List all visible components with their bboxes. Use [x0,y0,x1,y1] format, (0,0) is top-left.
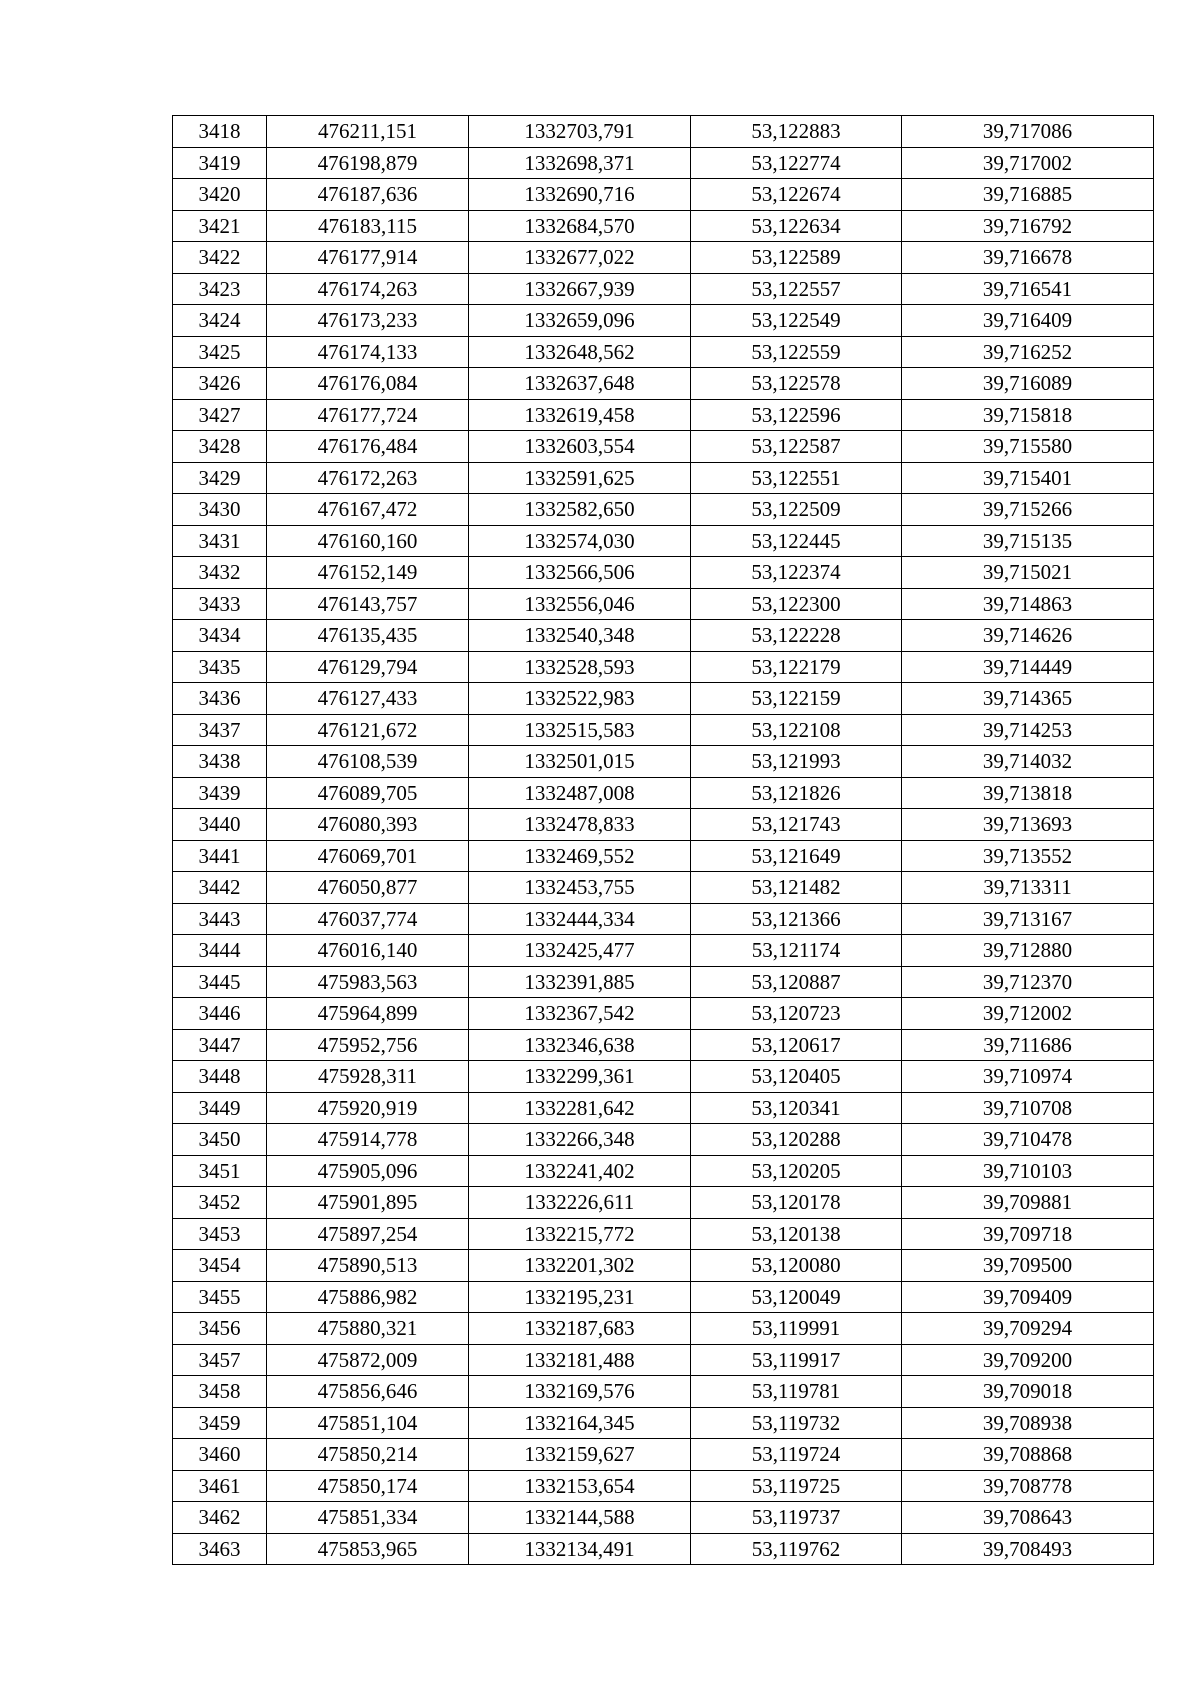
latitude-cell: 53,122559 [691,336,902,368]
latitude-cell: 53,119781 [691,1376,902,1408]
latitude-cell: 53,122774 [691,147,902,179]
latitude-cell: 53,120723 [691,998,902,1030]
point-number-cell: 3438 [173,746,267,778]
y-coordinate-cell: 1332591,625 [469,462,691,494]
latitude-cell: 53,122374 [691,557,902,589]
table-row [173,525,1154,557]
x-coordinate-cell: 476129,794 [267,651,469,683]
latitude-cell: 53,122551 [691,462,902,494]
latitude-cell: 53,122587 [691,431,902,463]
point-number-cell: 3427 [173,399,267,431]
longitude-cell: 39,712370 [902,966,1154,998]
table-row [173,651,1154,683]
table-row [173,1344,1154,1376]
longitude-cell: 39,715401 [902,462,1154,494]
latitude-cell: 53,122159 [691,683,902,715]
x-coordinate-cell: 476037,774 [267,903,469,935]
y-coordinate-cell: 1332648,562 [469,336,691,368]
longitude-cell: 39,714863 [902,588,1154,620]
y-coordinate-cell: 1332187,683 [469,1313,691,1345]
table-row [173,1407,1154,1439]
longitude-cell: 39,709294 [902,1313,1154,1345]
y-coordinate-cell: 1332667,939 [469,273,691,305]
point-number-cell: 3461 [173,1470,267,1502]
latitude-cell: 53,122509 [691,494,902,526]
point-number-cell: 3436 [173,683,267,715]
point-number-cell: 3428 [173,431,267,463]
longitude-cell: 39,712002 [902,998,1154,1030]
table-row [173,1439,1154,1471]
y-coordinate-cell: 1332444,334 [469,903,691,935]
longitude-cell: 39,715580 [902,431,1154,463]
x-coordinate-cell: 475850,214 [267,1439,469,1471]
table-row [173,462,1154,494]
latitude-cell: 53,119724 [691,1439,902,1471]
y-coordinate-cell: 1332181,488 [469,1344,691,1376]
table-row [173,746,1154,778]
x-coordinate-cell: 475964,899 [267,998,469,1030]
y-coordinate-cell: 1332169,576 [469,1376,691,1408]
point-number-cell: 3445 [173,966,267,998]
longitude-cell: 39,711686 [902,1029,1154,1061]
table-row [173,1281,1154,1313]
y-coordinate-cell: 1332659,096 [469,305,691,337]
y-coordinate-cell: 1332637,648 [469,368,691,400]
y-coordinate-cell: 1332677,022 [469,242,691,274]
x-coordinate-cell: 475920,919 [267,1092,469,1124]
longitude-cell: 39,713552 [902,840,1154,872]
x-coordinate-cell: 476177,914 [267,242,469,274]
point-number-cell: 3431 [173,525,267,557]
x-coordinate-cell: 476080,393 [267,809,469,841]
latitude-cell: 53,120617 [691,1029,902,1061]
y-coordinate-cell: 1332690,716 [469,179,691,211]
y-coordinate-cell: 1332582,650 [469,494,691,526]
point-number-cell: 3454 [173,1250,267,1282]
point-number-cell: 3429 [173,462,267,494]
table-row [173,1376,1154,1408]
y-coordinate-cell: 1332574,030 [469,525,691,557]
point-number-cell: 3457 [173,1344,267,1376]
longitude-cell: 39,710708 [902,1092,1154,1124]
latitude-cell: 53,122445 [691,525,902,557]
longitude-cell: 39,713311 [902,872,1154,904]
table-row [173,840,1154,872]
point-number-cell: 3453 [173,1218,267,1250]
point-number-cell: 3447 [173,1029,267,1061]
x-coordinate-cell: 476176,484 [267,431,469,463]
x-coordinate-cell: 475914,778 [267,1124,469,1156]
table-row [173,1155,1154,1187]
table-row [173,620,1154,652]
longitude-cell: 39,708938 [902,1407,1154,1439]
table-row [173,872,1154,904]
point-number-cell: 3442 [173,872,267,904]
table-row [173,1502,1154,1534]
latitude-cell: 53,120205 [691,1155,902,1187]
y-coordinate-cell: 1332144,588 [469,1502,691,1534]
table-row [173,588,1154,620]
x-coordinate-cell: 475886,982 [267,1281,469,1313]
longitude-cell: 39,709881 [902,1187,1154,1219]
y-coordinate-cell: 1332134,491 [469,1533,691,1565]
longitude-cell: 39,708643 [902,1502,1154,1534]
x-coordinate-cell: 476167,472 [267,494,469,526]
y-coordinate-cell: 1332487,008 [469,777,691,809]
x-coordinate-cell: 475952,756 [267,1029,469,1061]
latitude-cell: 53,119991 [691,1313,902,1345]
table-row [173,399,1154,431]
latitude-cell: 53,122557 [691,273,902,305]
table-row [173,1250,1154,1282]
y-coordinate-cell: 1332241,402 [469,1155,691,1187]
longitude-cell: 39,712880 [902,935,1154,967]
table-row [173,1313,1154,1345]
y-coordinate-cell: 1332226,611 [469,1187,691,1219]
x-coordinate-cell: 476172,263 [267,462,469,494]
table-row [173,147,1154,179]
longitude-cell: 39,714449 [902,651,1154,683]
longitude-cell: 39,716089 [902,368,1154,400]
y-coordinate-cell: 1332266,348 [469,1124,691,1156]
x-coordinate-cell: 476069,701 [267,840,469,872]
latitude-cell: 53,122674 [691,179,902,211]
point-number-cell: 3433 [173,588,267,620]
x-coordinate-cell: 476160,160 [267,525,469,557]
latitude-cell: 53,122634 [691,210,902,242]
table-row [173,935,1154,967]
table-row [173,1061,1154,1093]
y-coordinate-cell: 1332164,345 [469,1407,691,1439]
point-number-cell: 3451 [173,1155,267,1187]
y-coordinate-cell: 1332425,477 [469,935,691,967]
point-number-cell: 3437 [173,714,267,746]
longitude-cell: 39,709200 [902,1344,1154,1376]
table-row [173,242,1154,274]
latitude-cell: 53,122300 [691,588,902,620]
coordinates-table-body [173,116,1154,1565]
x-coordinate-cell: 476016,140 [267,935,469,967]
y-coordinate-cell: 1332299,361 [469,1061,691,1093]
y-coordinate-cell: 1332153,654 [469,1470,691,1502]
point-number-cell: 3440 [173,809,267,841]
latitude-cell: 53,122179 [691,651,902,683]
y-coordinate-cell: 1332556,046 [469,588,691,620]
x-coordinate-cell: 475928,311 [267,1061,469,1093]
table-row [173,777,1154,809]
longitude-cell: 39,715818 [902,399,1154,431]
table-row [173,336,1154,368]
x-coordinate-cell: 475853,965 [267,1533,469,1565]
y-coordinate-cell: 1332528,593 [469,651,691,683]
coordinates-table [172,115,1154,1565]
x-coordinate-cell: 476121,672 [267,714,469,746]
point-number-cell: 3420 [173,179,267,211]
x-coordinate-cell: 475880,321 [267,1313,469,1345]
x-coordinate-cell: 476198,879 [267,147,469,179]
table-row [173,305,1154,337]
point-number-cell: 3455 [173,1281,267,1313]
point-number-cell: 3421 [173,210,267,242]
y-coordinate-cell: 1332478,833 [469,809,691,841]
longitude-cell: 39,714626 [902,620,1154,652]
x-coordinate-cell: 476177,724 [267,399,469,431]
x-coordinate-cell: 476152,149 [267,557,469,589]
table-row [173,1533,1154,1565]
point-number-cell: 3452 [173,1187,267,1219]
longitude-cell: 39,715135 [902,525,1154,557]
x-coordinate-cell: 476127,433 [267,683,469,715]
table-row [173,1187,1154,1219]
y-coordinate-cell: 1332201,302 [469,1250,691,1282]
latitude-cell: 53,121366 [691,903,902,935]
y-coordinate-cell: 1332684,570 [469,210,691,242]
table-row [173,557,1154,589]
point-number-cell: 3425 [173,336,267,368]
longitude-cell: 39,709718 [902,1218,1154,1250]
table-row [173,1470,1154,1502]
point-number-cell: 3430 [173,494,267,526]
point-number-cell: 3419 [173,147,267,179]
longitude-cell: 39,716409 [902,305,1154,337]
point-number-cell: 3448 [173,1061,267,1093]
x-coordinate-cell: 476089,705 [267,777,469,809]
longitude-cell: 39,714365 [902,683,1154,715]
point-number-cell: 3444 [173,935,267,967]
table-row [173,431,1154,463]
point-number-cell: 3458 [173,1376,267,1408]
point-number-cell: 3432 [173,557,267,589]
latitude-cell: 53,122228 [691,620,902,652]
table-row [173,1218,1154,1250]
point-number-cell: 3450 [173,1124,267,1156]
y-coordinate-cell: 1332515,583 [469,714,691,746]
table-row [173,903,1154,935]
y-coordinate-cell: 1332195,231 [469,1281,691,1313]
point-number-cell: 3424 [173,305,267,337]
longitude-cell: 39,708868 [902,1439,1154,1471]
latitude-cell: 53,121993 [691,746,902,778]
latitude-cell: 53,122883 [691,116,902,148]
x-coordinate-cell: 475897,254 [267,1218,469,1250]
x-coordinate-cell: 476135,435 [267,620,469,652]
table-row [173,714,1154,746]
table-row [173,809,1154,841]
latitude-cell: 53,122596 [691,399,902,431]
latitude-cell: 53,121174 [691,935,902,967]
point-number-cell: 3441 [173,840,267,872]
longitude-cell: 39,710974 [902,1061,1154,1093]
point-number-cell: 3443 [173,903,267,935]
y-coordinate-cell: 1332346,638 [469,1029,691,1061]
point-number-cell: 3456 [173,1313,267,1345]
latitude-cell: 53,119762 [691,1533,902,1565]
x-coordinate-cell: 475872,009 [267,1344,469,1376]
table-row [173,494,1154,526]
point-number-cell: 3449 [173,1092,267,1124]
y-coordinate-cell: 1332469,552 [469,840,691,872]
x-coordinate-cell: 476187,636 [267,179,469,211]
x-coordinate-cell: 476050,877 [267,872,469,904]
table-row [173,1092,1154,1124]
point-number-cell: 3463 [173,1533,267,1565]
x-coordinate-cell: 475983,563 [267,966,469,998]
y-coordinate-cell: 1332391,885 [469,966,691,998]
x-coordinate-cell: 476173,233 [267,305,469,337]
x-coordinate-cell: 475856,646 [267,1376,469,1408]
latitude-cell: 53,122108 [691,714,902,746]
y-coordinate-cell: 1332215,772 [469,1218,691,1250]
latitude-cell: 53,121826 [691,777,902,809]
longitude-cell: 39,716541 [902,273,1154,305]
y-coordinate-cell: 1332281,642 [469,1092,691,1124]
point-number-cell: 3422 [173,242,267,274]
y-coordinate-cell: 1332566,506 [469,557,691,589]
longitude-cell: 39,708778 [902,1470,1154,1502]
longitude-cell: 39,709409 [902,1281,1154,1313]
latitude-cell: 53,120341 [691,1092,902,1124]
x-coordinate-cell: 476183,115 [267,210,469,242]
table-row [173,179,1154,211]
table-row [173,966,1154,998]
x-coordinate-cell: 475890,513 [267,1250,469,1282]
longitude-cell: 39,716252 [902,336,1154,368]
latitude-cell: 53,119732 [691,1407,902,1439]
x-coordinate-cell: 476174,263 [267,273,469,305]
table-row [173,210,1154,242]
longitude-cell: 39,713693 [902,809,1154,841]
table-row [173,116,1154,148]
longitude-cell: 39,714032 [902,746,1154,778]
point-number-cell: 3435 [173,651,267,683]
table-row [173,1029,1154,1061]
longitude-cell: 39,714253 [902,714,1154,746]
longitude-cell: 39,709500 [902,1250,1154,1282]
latitude-cell: 53,120178 [691,1187,902,1219]
latitude-cell: 53,120049 [691,1281,902,1313]
latitude-cell: 53,119725 [691,1470,902,1502]
x-coordinate-cell: 476108,539 [267,746,469,778]
longitude-cell: 39,715266 [902,494,1154,526]
latitude-cell: 53,122578 [691,368,902,400]
longitude-cell: 39,713818 [902,777,1154,809]
latitude-cell: 53,120288 [691,1124,902,1156]
x-coordinate-cell: 476174,133 [267,336,469,368]
point-number-cell: 3423 [173,273,267,305]
y-coordinate-cell: 1332453,755 [469,872,691,904]
longitude-cell: 39,715021 [902,557,1154,589]
longitude-cell: 39,709018 [902,1376,1154,1408]
latitude-cell: 53,120138 [691,1218,902,1250]
longitude-cell: 39,716792 [902,210,1154,242]
latitude-cell: 53,122589 [691,242,902,274]
longitude-cell: 39,717086 [902,116,1154,148]
longitude-cell: 39,716885 [902,179,1154,211]
longitude-cell: 39,708493 [902,1533,1154,1565]
table-row [173,273,1154,305]
y-coordinate-cell: 1332159,627 [469,1439,691,1471]
point-number-cell: 3446 [173,998,267,1030]
point-number-cell: 3460 [173,1439,267,1471]
latitude-cell: 53,121482 [691,872,902,904]
x-coordinate-cell: 475901,895 [267,1187,469,1219]
longitude-cell: 39,713167 [902,903,1154,935]
longitude-cell: 39,710103 [902,1155,1154,1187]
x-coordinate-cell: 475851,334 [267,1502,469,1534]
table-row [173,368,1154,400]
latitude-cell: 53,120887 [691,966,902,998]
latitude-cell: 53,120405 [691,1061,902,1093]
latitude-cell: 53,119737 [691,1502,902,1534]
latitude-cell: 53,120080 [691,1250,902,1282]
y-coordinate-cell: 1332698,371 [469,147,691,179]
point-number-cell: 3459 [173,1407,267,1439]
longitude-cell: 39,717002 [902,147,1154,179]
y-coordinate-cell: 1332603,554 [469,431,691,463]
latitude-cell: 53,121743 [691,809,902,841]
y-coordinate-cell: 1332367,542 [469,998,691,1030]
y-coordinate-cell: 1332522,983 [469,683,691,715]
y-coordinate-cell: 1332703,791 [469,116,691,148]
x-coordinate-cell: 475850,174 [267,1470,469,1502]
table-row [173,1124,1154,1156]
point-number-cell: 3426 [173,368,267,400]
x-coordinate-cell: 476176,084 [267,368,469,400]
y-coordinate-cell: 1332540,348 [469,620,691,652]
x-coordinate-cell: 475905,096 [267,1155,469,1187]
longitude-cell: 39,710478 [902,1124,1154,1156]
longitude-cell: 39,716678 [902,242,1154,274]
table-row [173,998,1154,1030]
y-coordinate-cell: 1332501,015 [469,746,691,778]
x-coordinate-cell: 476143,757 [267,588,469,620]
x-coordinate-cell: 475851,104 [267,1407,469,1439]
point-number-cell: 3439 [173,777,267,809]
table-row [173,683,1154,715]
latitude-cell: 53,119917 [691,1344,902,1376]
latitude-cell: 53,122549 [691,305,902,337]
y-coordinate-cell: 1332619,458 [469,399,691,431]
point-number-cell: 3434 [173,620,267,652]
point-number-cell: 3462 [173,1502,267,1534]
x-coordinate-cell: 476211,151 [267,116,469,148]
latitude-cell: 53,121649 [691,840,902,872]
point-number-cell: 3418 [173,116,267,148]
